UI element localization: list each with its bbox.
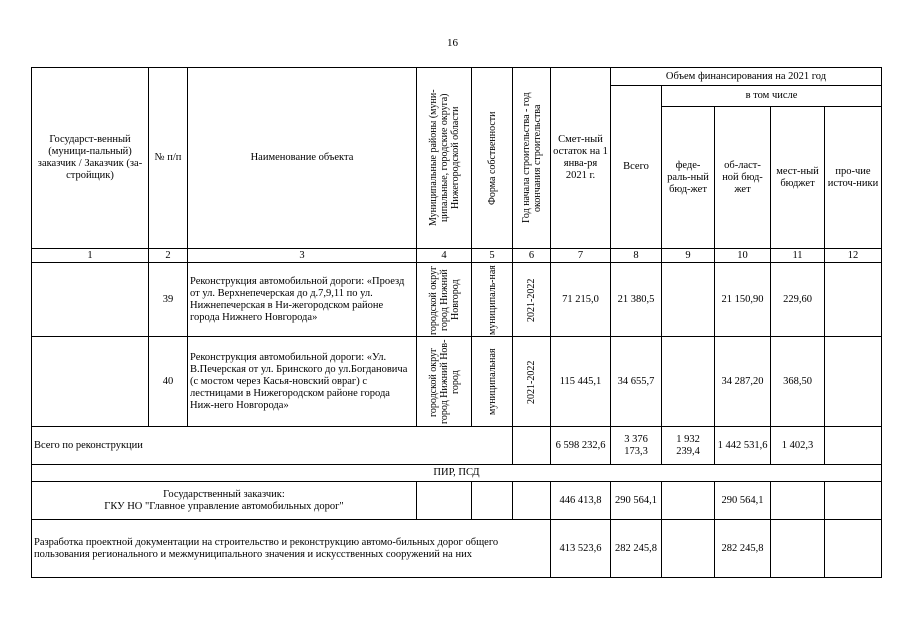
row-district: городской округ город Нижний Новгород [417, 263, 472, 337]
customer-local [771, 482, 825, 520]
row-customer-cell [32, 263, 149, 337]
total-federal: 1 932 239,4 [662, 427, 715, 465]
design-label: Разработка проектной документации на строительство и реконструкцию автомо-бильных дорог общего пользования регионального и межмуниципального значения и искусственных сооружений на них [32, 520, 551, 578]
header-customer: Государст-венный (муници-пальный) заказчик / Заказчик (за-стройщик) [32, 68, 149, 249]
empty-cell [513, 482, 551, 520]
page-number: 16 [447, 37, 458, 49]
row-local: 229,60 [771, 263, 825, 337]
header-federal: феде-раль-ный бюд-жет [662, 107, 715, 249]
row-ownership: муниципаль-ная [472, 263, 513, 337]
total-other [825, 427, 882, 465]
design-estimate: 413 523,6 [551, 520, 611, 578]
row-ownership: муниципальная [472, 337, 513, 427]
header-ownership: Форма собственности [472, 68, 513, 249]
row-district: городской округ город Нижний Нов-город [417, 337, 472, 427]
header-incl: в том числе [662, 86, 882, 107]
financing-table [31, 67, 882, 578]
total-empty-cell [513, 427, 551, 465]
design-regional: 282 245,8 [715, 520, 771, 578]
col-number: 2 [149, 249, 188, 263]
header-financing: Объем финансирования на 2021 год [611, 68, 882, 86]
customer-line2: ГКУ НО "Главное управление автомобильных дорог" [104, 500, 344, 512]
empty-cell [417, 482, 472, 520]
customer-name [32, 482, 417, 520]
row-federal [662, 263, 715, 337]
row-estimate: 71 215,0 [551, 263, 611, 337]
header-num: № п/п [149, 68, 188, 249]
section-row [32, 465, 882, 482]
column-number-row [32, 249, 882, 263]
total-reconstruction-row [32, 427, 882, 465]
col-number: 5 [472, 249, 513, 263]
row-object-name: Реконструкция автомобильной дороги: «Проезд от ул. Верхнепечерская до д.7,9,11 по ул. Нижнепечерская в Ни-жегородском районе города Нижнего Новгорода» [188, 263, 417, 337]
row-object-name: Реконструкция автомобильной дороги: «Ул. В.Печерская от ул. Бринского до ул.Богдановича (с мостом через Касья-новский овраг) с лестницами в Нижегородском районе города Ниж-него Новгорода» [188, 337, 417, 427]
customer-regional: 290 564,1 [715, 482, 771, 520]
header-years: Год начала строительства - год окончания строительства [513, 68, 551, 249]
customer-total: 290 564,1 [611, 482, 662, 520]
row-local: 368,50 [771, 337, 825, 427]
header-local: мест-ный бюджет [771, 107, 825, 249]
design-federal [662, 520, 715, 578]
total-reconstruction-label: Всего по реконструкции [32, 427, 513, 465]
row-federal [662, 337, 715, 427]
col-number: 3 [188, 249, 417, 263]
row-estimate: 115 445,1 [551, 337, 611, 427]
header-total: Всего [611, 86, 662, 249]
col-number: 9 [662, 249, 715, 263]
customer-estimate: 446 413,8 [551, 482, 611, 520]
design-row [32, 520, 882, 578]
row-other [825, 337, 882, 427]
total-regional: 1 442 531,6 [715, 427, 771, 465]
customer-other [825, 482, 882, 520]
row-years: 2021-2022 [513, 263, 551, 337]
header-regional: об-ласт-ной бюд-жет [715, 107, 771, 249]
header-object-name: Наименование объекта [188, 68, 417, 249]
total-total: 3 376 173,3 [611, 427, 662, 465]
design-local [771, 520, 825, 578]
total-estimate: 6 598 232,6 [551, 427, 611, 465]
header-other: про-чие источ-ники [825, 107, 882, 249]
col-number: 7 [551, 249, 611, 263]
row-customer-cell [32, 337, 149, 427]
row-total: 34 655,7 [611, 337, 662, 427]
design-other [825, 520, 882, 578]
col-number: 8 [611, 249, 662, 263]
header-estimate: Смет-ный остаток на 1 янва-ря 2021 г. [551, 68, 611, 249]
row-total: 21 380,5 [611, 263, 662, 337]
col-number: 12 [825, 249, 882, 263]
col-number: 1 [32, 249, 149, 263]
row-years: 2021-2022 [513, 337, 551, 427]
design-total: 282 245,8 [611, 520, 662, 578]
empty-cell [472, 482, 513, 520]
table-row [32, 337, 882, 427]
table-row [32, 263, 882, 337]
customer-federal [662, 482, 715, 520]
section-title: ПИР, ПСД [32, 465, 882, 482]
customer-line1: Государственный заказчик: [163, 488, 285, 500]
total-local: 1 402,3 [771, 427, 825, 465]
row-regional: 21 150,90 [715, 263, 771, 337]
row-regional: 34 287,20 [715, 337, 771, 427]
row-other [825, 263, 882, 337]
col-number: 6 [513, 249, 551, 263]
col-number: 4 [417, 249, 472, 263]
col-number: 10 [715, 249, 771, 263]
row-num: 40 [149, 337, 188, 427]
customer-row [32, 482, 882, 520]
col-number: 11 [771, 249, 825, 263]
header-districts: Муниципальные районы (муни-ципальные, городские округа) Нижегородской области [417, 68, 472, 249]
row-num: 39 [149, 263, 188, 337]
